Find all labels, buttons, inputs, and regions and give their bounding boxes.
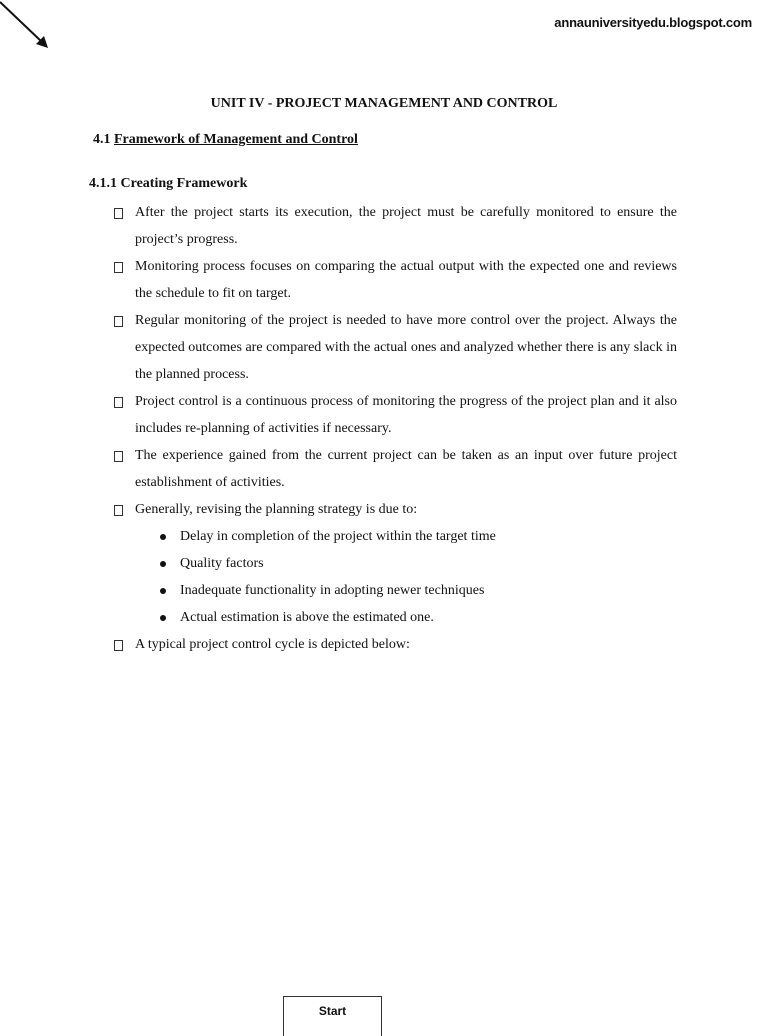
section-title: Framework of Management and Control [114,132,358,147]
list-item [113,199,677,253]
bullet-box-icon [114,262,123,273]
list-item [113,307,677,388]
sub-list-item-text: Delay in completion of the project within the target time [180,529,496,544]
list-item [113,442,677,496]
sub-list-item [113,523,677,550]
sub-list-item [113,604,677,631]
site-url: annauniversityedu.blogspot.com [554,15,752,30]
unit-title: UNIT IV - PROJECT MANAGEMENT AND CONTROL [210,96,558,111]
list-item [113,253,677,307]
list-item [113,496,677,523]
start-label: Start [318,1004,347,1018]
list-item-text: A typical project control cycle is depicted below: [135,637,410,652]
list-item [113,388,677,442]
bullet-dot-icon [160,615,166,621]
section-heading [93,132,358,148]
list-item-text: The experience gained from the current project can be taken as an input over future project establishment of activities. [135,448,677,490]
sub-list-item [113,577,677,604]
start-box [283,996,382,1036]
bullet-box-icon [114,451,123,462]
sub-bullet-list [113,523,677,631]
bullet-box-icon [114,505,123,516]
sub-list-item-text: Actual estimation is above the estimated one. [180,610,434,625]
bullet-box-icon [114,640,123,651]
corner-arrow-icon [0,0,56,56]
list-item-text: Generally, revising the planning strategy is due to: [135,502,418,517]
bullet-dot-icon [160,561,166,567]
sub-list-item-text: Quality factors [180,556,264,571]
list-item-text: After the project starts its execution, the project must be carefully monitored to ensure the project’s progress. [135,205,677,247]
bullet-dot-icon [160,588,166,594]
bullet-box-icon [114,208,123,219]
list-item-text: Project control is a continuous process of monitoring the progress of the project plan and it also includes re-planning of activities if necessary. [135,394,677,436]
list-item-text: Regular monitoring of the project is needed to have more control over the project. Always the expected outcomes are compared with the actual ones and analyzed whether there is any slack in the planned process. [135,313,677,382]
section-number: 4.1 [93,132,111,147]
bullet-dot-icon [160,534,166,540]
bullet-box-icon [114,397,123,408]
bullet-list [113,199,677,658]
sub-list-item-text: Inadequate functionality in adopting newer techniques [180,583,485,598]
bullet-box-icon [114,316,123,327]
subsection-heading: 4.1.1 Creating Framework [89,176,248,191]
sub-list-item [113,550,677,577]
list-item [113,631,677,658]
list-item-text: Monitoring process focuses on comparing the actual output with the expected one and reviews the schedule to fit on target. [135,259,677,301]
